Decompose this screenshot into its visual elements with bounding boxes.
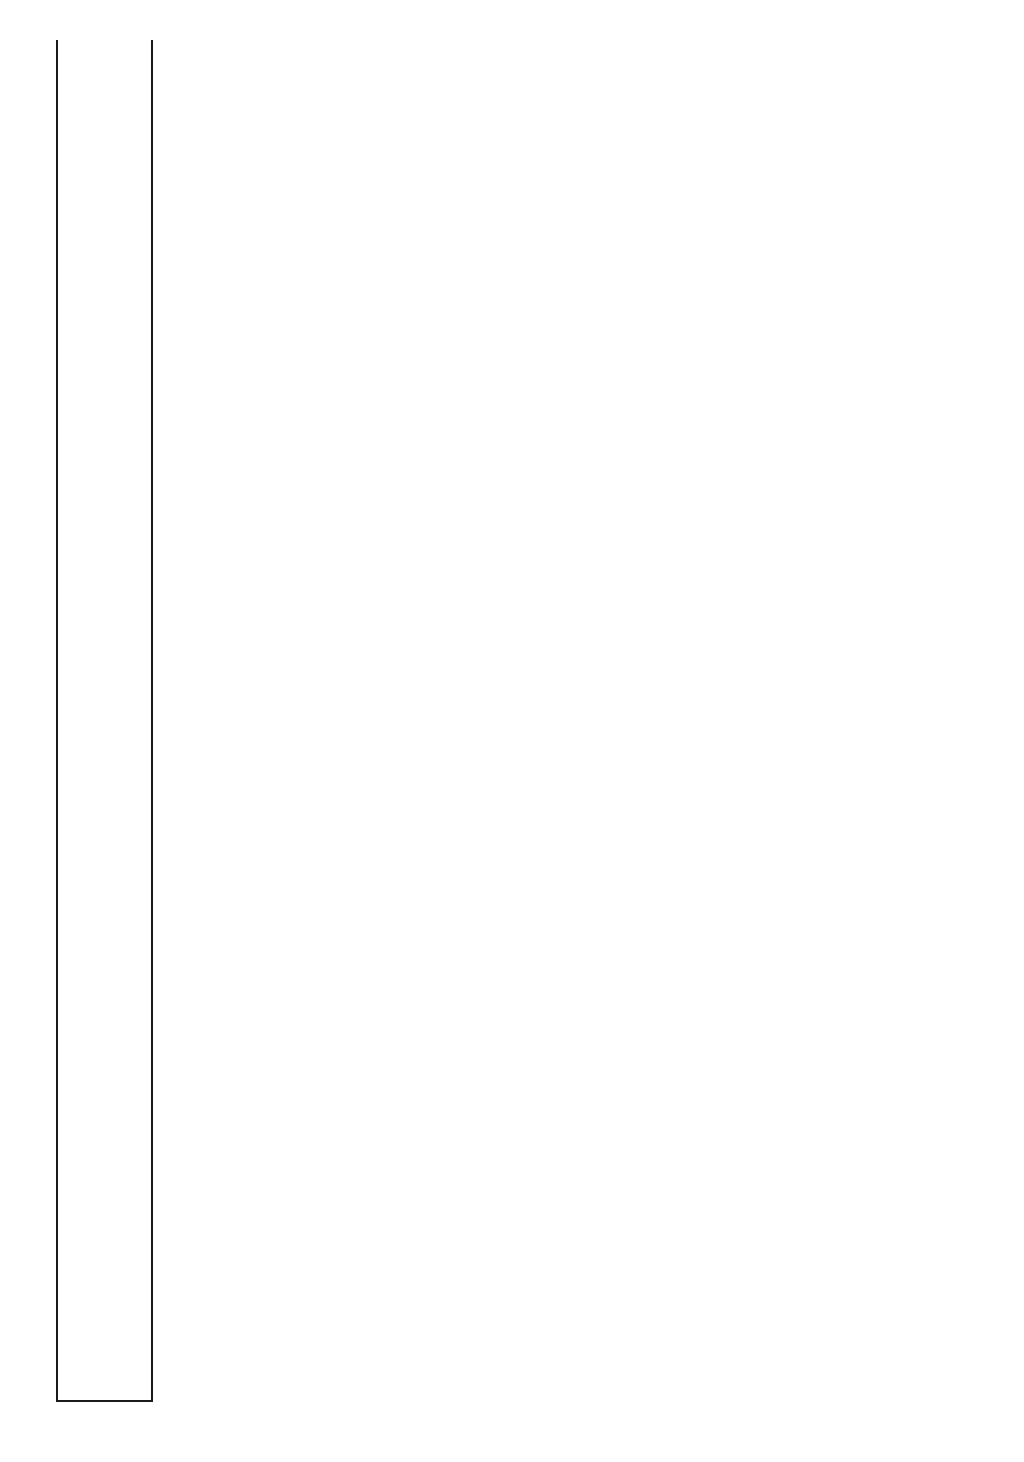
table-header-rule	[151, 40, 153, 1402]
table-left-rule	[58, 1401, 153, 1403]
table-top-rule	[56, 40, 58, 1402]
